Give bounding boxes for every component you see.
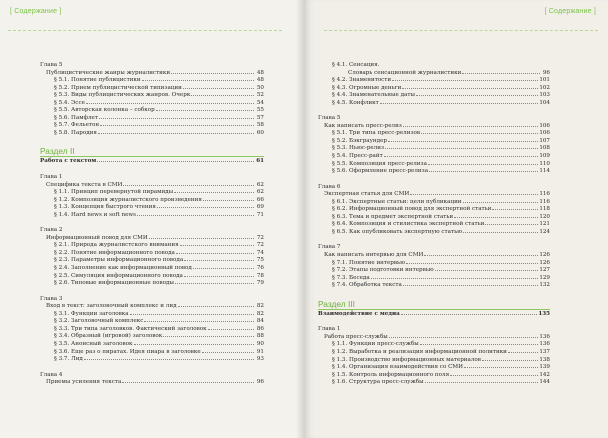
toc-entry bbox=[40, 349, 264, 357]
toc-entry-page: 139 bbox=[539, 364, 550, 371]
toc-entry bbox=[318, 70, 550, 78]
toc-entry bbox=[40, 242, 264, 250]
toc-entry-page: 66 bbox=[256, 196, 264, 203]
dot-leader bbox=[380, 103, 539, 104]
toc-entry-page: 93 bbox=[256, 356, 264, 363]
toc-entry-title: Словарь сенсационной журналистики bbox=[348, 69, 462, 76]
section-label: Раздел III bbox=[318, 298, 355, 309]
dot-leader bbox=[134, 344, 254, 345]
toc-entry-title: § 5.6. Оформление пресс-релиза bbox=[332, 168, 429, 175]
toc-entry bbox=[318, 85, 550, 93]
dot-leader bbox=[97, 161, 254, 162]
toc-entry bbox=[40, 77, 264, 85]
toc-entry bbox=[318, 311, 550, 319]
toc-entry-title: § 5.6. Памфлет bbox=[54, 114, 98, 121]
toc-entry-title: § 4.4. Знаменательные даты bbox=[332, 92, 415, 99]
toc-entry bbox=[318, 221, 550, 229]
toc-entry-title: § 5.7. Фельетон bbox=[54, 122, 100, 129]
toc-entry-page: 60 bbox=[256, 129, 264, 136]
toc-entry-title: § 6.3. Тема и предмет экспертной статьи bbox=[332, 213, 454, 220]
toc-entry bbox=[40, 189, 264, 197]
toc-entry-page: 86 bbox=[256, 325, 264, 332]
toc-entry bbox=[40, 70, 264, 78]
toc-entry-title: § 5.3. Ньюс-релиз bbox=[332, 145, 385, 152]
toc-entry bbox=[318, 357, 550, 365]
dot-leader bbox=[416, 95, 538, 96]
toc-entry bbox=[318, 341, 550, 349]
toc-entry-title: § 5.4. Эссе bbox=[54, 99, 85, 106]
dot-leader bbox=[99, 118, 254, 119]
toc-entry-page: 137 bbox=[539, 348, 550, 355]
toc-entry-page: 55 bbox=[256, 107, 264, 114]
toc-entry-title: § 3.7. Лид bbox=[54, 356, 83, 363]
toc-entry-title: § 5.4. Пресс-райт bbox=[332, 153, 383, 160]
chapter-label: Глава 4 bbox=[40, 371, 63, 378]
toc-entry bbox=[40, 182, 264, 190]
dot-leader bbox=[454, 217, 538, 218]
toc-entry-page: 82 bbox=[256, 310, 264, 317]
running-header-right: [ Содержание ] bbox=[544, 8, 596, 15]
spacer bbox=[318, 290, 550, 297]
toc-entry-page: 91 bbox=[256, 348, 264, 355]
toc-entry bbox=[318, 191, 550, 199]
running-header-left: [ Содержание ] bbox=[10, 8, 62, 15]
toc-entry-page: 57 bbox=[256, 114, 264, 121]
dot-leader bbox=[208, 329, 254, 330]
toc-entry-title: § 5.3. Виды публицистических жанров. Очерк bbox=[54, 92, 191, 99]
chapter-label: Глава 7 bbox=[318, 244, 341, 251]
dot-leader bbox=[388, 141, 538, 142]
dot-leader bbox=[384, 156, 539, 157]
toc-entry bbox=[40, 212, 264, 220]
dot-leader bbox=[428, 164, 538, 165]
dot-leader bbox=[175, 283, 254, 284]
toc-entry-page: 116 bbox=[539, 191, 550, 198]
toc-entry-title: § 1.1. Функции пресс-службы bbox=[332, 341, 419, 348]
dot-leader bbox=[420, 344, 539, 345]
toc-entry-title: § 5.2. Прием публицистической типизации bbox=[54, 84, 182, 91]
toc-entry bbox=[318, 161, 550, 169]
toc-entry bbox=[318, 372, 550, 380]
toc-entry bbox=[318, 130, 550, 138]
toc-entry-page: 96 bbox=[542, 69, 550, 76]
toc-entry bbox=[318, 138, 550, 146]
toc-entry-page: 135 bbox=[538, 310, 550, 317]
toc-entry-title: § 6.4. Композиция и стилистика экспертной статьи bbox=[332, 221, 485, 228]
toc-entry-page: 106 bbox=[539, 122, 550, 129]
dot-leader bbox=[202, 352, 254, 353]
toc-entry bbox=[318, 252, 550, 260]
toc-entry-page: 129 bbox=[539, 274, 550, 281]
spacer bbox=[40, 364, 264, 372]
dot-leader bbox=[174, 192, 254, 193]
dot-leader bbox=[184, 260, 254, 261]
toc-entry-page: 90 bbox=[256, 340, 264, 347]
toc-entry-title: Работа пресс-службы bbox=[324, 333, 388, 340]
dot-leader bbox=[464, 367, 538, 368]
chapter-label: Глава 3 bbox=[40, 295, 63, 302]
chapter-label: Глава 1 bbox=[40, 174, 63, 181]
toc-entry bbox=[318, 206, 550, 214]
toc-entry-page: 121 bbox=[539, 221, 550, 228]
toc-entry-page: 48 bbox=[256, 77, 264, 84]
toc-entry-title: § 4.2. Знаменитости bbox=[332, 77, 392, 84]
toc-entry bbox=[318, 145, 550, 153]
toc-entry-title: § 1.4. Hard news и soft news bbox=[54, 211, 137, 218]
dot-leader bbox=[98, 133, 254, 134]
dot-leader bbox=[156, 110, 254, 111]
toc-entry-page: 144 bbox=[539, 379, 550, 386]
toc-entry bbox=[318, 168, 550, 176]
toc-entry bbox=[40, 379, 264, 387]
toc-entry-title: § 2.4. Заполнение как информационный повод bbox=[54, 265, 192, 272]
dot-leader bbox=[485, 224, 538, 225]
toc-entry-title: § 1.4. Организация взаимодействия со СМИ bbox=[332, 364, 463, 371]
spacer bbox=[318, 107, 550, 115]
toc-entry-page: 74 bbox=[256, 249, 264, 256]
toc-entry-title: § 6.2. Информационный повод для экспертной статьи bbox=[332, 206, 492, 213]
toc-entry bbox=[318, 214, 550, 222]
toc-entry-page: 76 bbox=[256, 265, 264, 272]
dot-leader bbox=[137, 215, 254, 216]
chapter-label: Глава 1 bbox=[318, 326, 341, 333]
toc-entry-page: 58 bbox=[256, 122, 264, 129]
toc-entry bbox=[40, 235, 264, 243]
spacer bbox=[40, 137, 264, 144]
toc-entry-title: § 5.5. Композиция пресс-релиза bbox=[332, 160, 427, 167]
dot-leader bbox=[421, 133, 538, 134]
toc-entry-page: 118 bbox=[539, 206, 550, 213]
toc-entry-title: § 7.4. Обработка текста bbox=[332, 282, 402, 289]
toc-entry-title: § 1.3. Производство информационных материалов bbox=[332, 356, 481, 363]
dot-leader bbox=[402, 88, 538, 89]
dot-leader bbox=[180, 245, 254, 246]
dot-leader bbox=[401, 314, 538, 315]
toc-entry bbox=[40, 130, 264, 138]
dot-leader bbox=[178, 306, 254, 307]
dot-leader bbox=[157, 207, 254, 208]
toc-entry-page: 62 bbox=[256, 181, 264, 188]
toc-entry-title: § 3.5. Анонсный заголовок bbox=[54, 340, 133, 347]
toc-entry bbox=[318, 229, 550, 237]
toc-entry-page: 52 bbox=[256, 92, 264, 99]
toc-entry bbox=[40, 273, 264, 281]
dot-leader bbox=[392, 80, 538, 81]
dot-leader bbox=[410, 194, 538, 195]
toc-entry-title: § 4.1. Сенсация. bbox=[332, 62, 380, 68]
toc-entry-title: § 3.3. Три типа заголовков. Фактический заголовок bbox=[54, 325, 207, 332]
chapter-label: Глава 2 bbox=[40, 227, 63, 234]
dot-leader bbox=[86, 103, 254, 104]
toc-entry bbox=[318, 153, 550, 161]
dot-leader bbox=[371, 278, 539, 279]
toc-entry-title: § 2.1. Природа журналистского внимания bbox=[54, 242, 179, 249]
toc-entry-title: § 5.2. Бэкграундер bbox=[332, 137, 387, 144]
dot-leader bbox=[144, 321, 254, 322]
toc-entry-title: Специфика текста в СМИ bbox=[46, 181, 123, 188]
dot-leader bbox=[84, 359, 254, 360]
toc-entry-title: Работа с текстом bbox=[40, 158, 97, 165]
toc-entry-page: 69 bbox=[256, 204, 264, 211]
toc-entry-page: 61 bbox=[256, 158, 264, 165]
spacer bbox=[40, 288, 264, 296]
chapter-label: Глава 5 bbox=[40, 62, 63, 68]
toc-entry-page: 79 bbox=[256, 280, 264, 287]
toc-entry-page: 126 bbox=[539, 252, 550, 259]
dot-leader bbox=[100, 125, 254, 126]
toc-entry bbox=[40, 341, 264, 349]
spacer bbox=[40, 166, 264, 174]
toc-entry-page: 109 bbox=[539, 153, 550, 160]
toc-entry-title: Как написать интервью для СМИ bbox=[324, 252, 424, 259]
dot-leader bbox=[142, 80, 254, 81]
dot-leader bbox=[450, 375, 538, 376]
spacer bbox=[318, 318, 550, 326]
toc-entry-page: 136 bbox=[539, 333, 550, 340]
toc-entry-page: 96 bbox=[256, 379, 264, 386]
toc-entry bbox=[40, 311, 264, 319]
toc-entry bbox=[318, 123, 550, 131]
toc-entry-title: § 7.1. Понятие интервью bbox=[332, 259, 405, 266]
dot-leader bbox=[385, 148, 538, 149]
toc-entry-page: 132 bbox=[539, 282, 550, 289]
dot-leader bbox=[193, 268, 254, 269]
toc-entry-page: 136 bbox=[539, 341, 550, 348]
toc-entry bbox=[40, 158, 264, 166]
toc-entry-title: § 1.5. Контроль информационного поля bbox=[332, 371, 450, 378]
toc-entry-title: § 7.3. Беседа bbox=[332, 274, 370, 281]
toc-entry bbox=[40, 107, 264, 115]
dot-leader bbox=[184, 276, 254, 277]
toc-entry-page: 102 bbox=[539, 84, 550, 91]
toc-entry-page: 120 bbox=[539, 213, 550, 220]
spacer bbox=[318, 236, 550, 244]
toc-entry-title: § 5.8. Пародия bbox=[54, 129, 97, 136]
toc-entry bbox=[318, 379, 550, 387]
toc-entry-title: § 6.1. Экспертные статьи: цели публикации bbox=[332, 198, 462, 205]
toc-entry-title: Приемы усиления текста bbox=[46, 379, 122, 386]
dot-leader bbox=[435, 270, 539, 271]
toc-entry bbox=[318, 100, 550, 108]
toc-entry-page: 71 bbox=[256, 211, 264, 218]
toc-entry-title: § 3.4. Образный (игровой) заголовок bbox=[54, 333, 163, 340]
toc-entry-title: Как написать пресс-релиз bbox=[324, 122, 402, 129]
toc-entry-page: 142 bbox=[539, 371, 550, 378]
toc-entry bbox=[40, 333, 264, 341]
toc-entry-title: § 1.2. Выработка и реализация информационной политики bbox=[332, 348, 507, 355]
toc-entry bbox=[318, 62, 550, 70]
toc-entry bbox=[40, 356, 264, 364]
toc-entry-page: 124 bbox=[539, 228, 550, 235]
dot-leader bbox=[424, 255, 538, 256]
dot-leader bbox=[163, 336, 254, 337]
dot-leader bbox=[389, 337, 539, 338]
dot-leader bbox=[403, 126, 538, 127]
dot-leader bbox=[123, 185, 254, 186]
toc-entry-title: § 2.6. Типовые информационные поводы bbox=[54, 280, 174, 287]
dot-leader bbox=[492, 209, 538, 210]
toc-entry-page: 114 bbox=[539, 168, 550, 175]
chapter-label: Глава 6 bbox=[318, 183, 341, 190]
toc-entry bbox=[318, 92, 550, 100]
toc-entry-title: § 1.6. Структура пресс-службы bbox=[332, 379, 424, 386]
dot-leader bbox=[463, 202, 539, 203]
toc-entry bbox=[318, 260, 550, 268]
toc-entry-page: 72 bbox=[256, 242, 264, 249]
toc-entry bbox=[40, 257, 264, 265]
toc-entry-page: 104 bbox=[539, 99, 550, 106]
toc-entry-page: 110 bbox=[539, 160, 550, 167]
toc-entry-title: § 2.3. Параметры информационного повода bbox=[54, 257, 184, 264]
toc-entry-page: 84 bbox=[256, 318, 264, 325]
toc-entry-title: Взаимодействие с медиа bbox=[318, 310, 400, 317]
toc-entry bbox=[40, 115, 264, 123]
toc-entry bbox=[40, 92, 264, 100]
toc-entry bbox=[318, 282, 550, 290]
toc-entry-title: § 5.1. Понятие публицистики bbox=[54, 77, 141, 84]
dot-leader bbox=[463, 232, 538, 233]
toc-entry-page: 62 bbox=[256, 189, 264, 196]
toc-entry-page: 116 bbox=[539, 198, 550, 205]
toc-entry-page: 48 bbox=[256, 69, 264, 76]
dot-leader bbox=[508, 352, 538, 353]
toc-entry bbox=[40, 303, 264, 311]
toc-entry bbox=[40, 318, 264, 326]
toc-entry-page: 54 bbox=[256, 99, 264, 106]
toc-entry bbox=[40, 204, 264, 212]
toc-entry-title: § 6.5. Как опубликовать экспертную статью bbox=[332, 228, 462, 235]
toc-entry-title: § 2.5. Симуляция информационного повода bbox=[54, 272, 183, 279]
spacer bbox=[40, 219, 264, 227]
toc-entry-page: 138 bbox=[539, 356, 550, 363]
toc-entry-title: § 3.2. Заголовочный комплекс bbox=[54, 318, 144, 325]
dot-leader bbox=[176, 253, 254, 254]
toc-entry-title: § 3.1. Функции заголовка bbox=[54, 310, 129, 317]
toc-entry bbox=[318, 364, 550, 372]
header-divider-left bbox=[8, 30, 282, 31]
toc-entry-page: 106 bbox=[539, 130, 550, 137]
toc-entry-title: § 5.1. Три типа пресс-релизов bbox=[332, 130, 421, 137]
toc-entry-page: 72 bbox=[256, 234, 264, 241]
dot-leader bbox=[406, 263, 538, 264]
toc-entry-page: 127 bbox=[539, 267, 550, 274]
toc-entry-page: 126 bbox=[539, 259, 550, 266]
toc-entry-title: § 4.5. Конфликт bbox=[332, 99, 379, 106]
toc-entry-title: Информационный повод для СМИ bbox=[46, 234, 148, 241]
toc-entry-page: 88 bbox=[256, 333, 264, 340]
toc-entry-page: 50 bbox=[256, 84, 264, 91]
section-label: Раздел II bbox=[40, 146, 75, 157]
toc-entry-title: Публицистические жанры журналистики bbox=[46, 69, 171, 76]
dot-leader bbox=[203, 200, 254, 201]
dot-leader bbox=[171, 73, 254, 74]
spacer bbox=[318, 176, 550, 184]
toc-entry bbox=[40, 280, 264, 288]
toc-entry-page: 78 bbox=[256, 272, 264, 279]
toc-entry-title: Вход в текст: заголовочный комплекс и лид bbox=[46, 303, 177, 310]
dot-leader bbox=[425, 382, 539, 383]
toc-entry bbox=[40, 265, 264, 273]
dot-leader bbox=[482, 360, 538, 361]
dot-leader bbox=[130, 314, 254, 315]
toc-entry-title: Экспертная статья для СМИ bbox=[324, 191, 410, 198]
toc-entry bbox=[318, 77, 550, 85]
toc-left bbox=[40, 62, 264, 387]
dot-leader bbox=[191, 95, 254, 96]
toc-entry-page: 101 bbox=[539, 77, 550, 84]
dot-leader bbox=[429, 171, 538, 172]
section-divider bbox=[318, 309, 550, 310]
toc-entry-page: 108 bbox=[539, 145, 550, 152]
dot-leader bbox=[183, 88, 254, 89]
toc-entry-title: § 7.2. Этапы подготовки интервью bbox=[332, 267, 434, 274]
toc-entry-title: § 2.2. Понятие информационного повода bbox=[54, 249, 175, 256]
dot-leader bbox=[462, 73, 540, 74]
toc-entry-title: § 3.6. Еще раз о пиратах. Идея пиара в заголовке bbox=[54, 348, 201, 355]
chapter-label: Глава 5 bbox=[318, 115, 341, 122]
header-divider-right bbox=[324, 30, 598, 31]
dot-leader bbox=[149, 238, 254, 239]
toc-entry-page: 75 bbox=[256, 257, 264, 264]
toc-entry bbox=[318, 349, 550, 357]
toc-entry-title: § 4.3. Огромные деньги bbox=[332, 84, 402, 91]
toc-right bbox=[318, 62, 550, 387]
toc-entry-title: § 1.3. Концепция быстрого чтения bbox=[54, 204, 156, 211]
toc-entry-title: § 5.5. Авторская колонка – собкор bbox=[54, 107, 155, 114]
toc-entry-page: 103 bbox=[539, 92, 550, 99]
dot-leader bbox=[403, 285, 539, 286]
toc-entry-page: 82 bbox=[256, 303, 264, 310]
toc-entry bbox=[40, 122, 264, 130]
right-page bbox=[304, 0, 608, 438]
toc-entry-title: § 1.2. Композиция журналистского произведения bbox=[54, 196, 202, 203]
toc-entry-title: § 1.1. Принцип перевернутой пирамиды bbox=[54, 189, 174, 196]
dot-leader bbox=[122, 382, 254, 383]
toc-entry-page: 107 bbox=[539, 137, 550, 144]
toc-entry bbox=[318, 267, 550, 275]
